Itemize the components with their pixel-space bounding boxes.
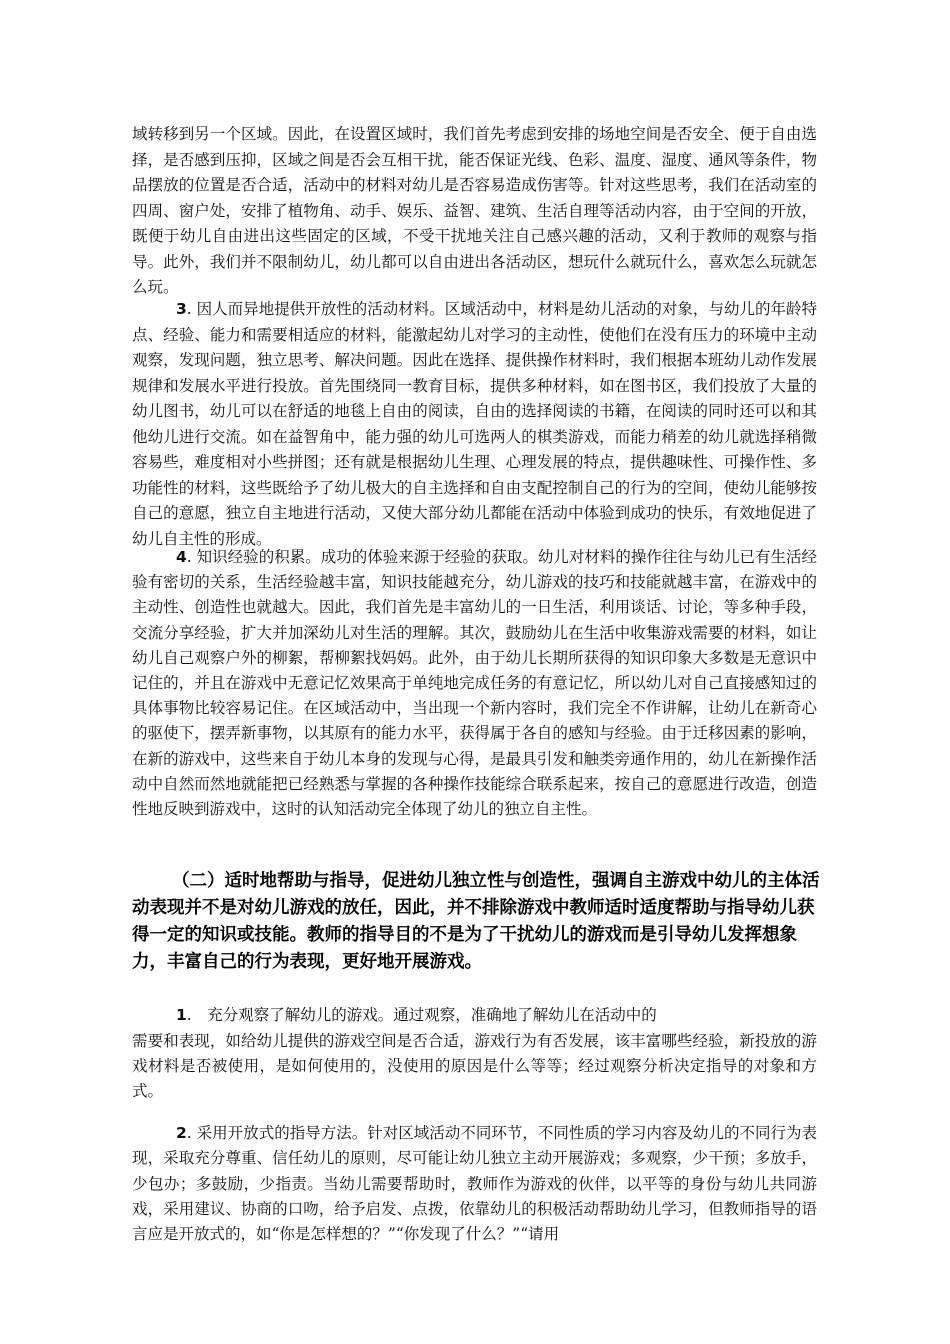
section-heading-guidance: （二）适时地帮助与指导，促进幼儿独立性与创造性，强调自主游戏中幼儿的主体活动表现并不是对幼儿游戏的放任，因此，并不排除游戏中教师适时适度帮助与指导幼儿获得一定的知识或技能。教师的指导目的不是为了干扰幼儿的游戏而是引导幼儿发挥想象力，丰富自己的行为表现，更好地开展游戏。 bbox=[132, 871, 820, 972]
paragraph-number: 1 bbox=[176, 1006, 187, 1024]
paragraph-number: 4 bbox=[176, 548, 187, 566]
paragraph-number: 2 bbox=[176, 1124, 187, 1142]
paragraph-observation-rest: 需要和表现，如给幼儿提供的游戏空间是否合适，游戏行为有否发展，该丰富哪些经验，新投放的游戏材料是否被使用，是如何使用的，没使用的原因是什么等等；经过观察分析决定指导的对象和方式。 bbox=[132, 1032, 817, 1100]
paragraph-observation-first-line bbox=[176, 1003, 816, 1028]
paragraph-open-guidance bbox=[132, 1121, 817, 1247]
paragraph-body: . 因人而异地提供开放性的活动材料。区域活动中，材料是幼儿活动的对象，与幼儿的年龄特点、经验、能力和需要相适应的材料，能激起幼儿对学习的主动性，使他们在没有压力的环境中主动观察，发现问题，独立思考、解决问题。因此在选择、提供操作材料时，我们根据本班幼儿动作发展规律和发展水平进行投放。首先围绕同一教育目标，提供多种材料，如在图书区，我们投放了大量的幼儿图书，幼儿可以在舒适的地毯上自由的阅读，自由的选择阅读的书籍，在阅读的同时还可以和其他幼儿进行交流。如在益智角中，能力强的幼儿可选两人的棋类游戏，而能力稍差的幼儿就选择稍微容易些，难度相对小些拼图；还有就是根据幼儿生理、心理发展的特点，提供趣味性、可操作性、多功能性的材料，这些既给予了幼儿极大的自主选择和自由支配控制自己的行为的空间，使幼儿能够按自己的意愿，独立自主地进行活动，又使大部分幼儿都能在活动中体验到成功的快乐，有效地促进了幼儿自主性的形成。 bbox=[132, 300, 817, 548]
paragraph-area-setup: 域转移到另一个区域。因此，在设置区域时，我们首先考虑到安排的场地空间是否安全、便于自由选择，是否感到压抑，区域之间是否会互相干扰，能否保证光线、色彩、温度、湿度、通风等条件，物品摆放的位置是否合适，活动中的材料对幼儿是否容易造成伤害等。针对这些思考，我们在活动室的四周、窗户处，安排了植物角、动手、娱乐、益智、建筑、生活自理等活动内容，由于空间的开放，既便于幼儿自由进出这些固定的区域，不受干扰地关注自己感兴趣的活动，又利于教师的观察与指导。此外，我们并不限制幼儿，幼儿都可以自由进出各活动区，想玩什么就玩什么，喜欢怎么玩就怎么玩。 bbox=[132, 125, 817, 296]
paragraph-body: . 充分观察了解幼儿的游戏。通过观察，准确地了解幼儿在活动中的 bbox=[186, 1006, 657, 1024]
paragraph-body: . 知识经验的积累。成功的体验来源于经验的获取。幼儿对材料的操作往往与幼儿已有生活经验有密切的关系，生活经验越丰富，知识技能越充分，幼儿游戏的技巧和技能就越丰富，在游戏中的主动性、创造性也就越大。因此，我们首先是丰富幼儿的一日生活，利用谈话、讨论，等多种手段，交流分享经验，扩大并加深幼儿对生活的理解。其次，鼓励幼儿在生活中收集游戏需要的材料，如让幼儿自己观察户外的柳絮，帮柳絮找妈妈。此外，由于幼儿长期所获得的知识印象大多数是无意识中记住的，并且在游戏中无意记忆效果高于单纯地完成任务的有意记忆，所以幼儿对自己直接感知过的具体事物比较容易记住。在区域活动中，当出现一个新内容时，我们完全不作讲解，让幼儿在新奇心的驱使下，摆弄新事物，以其原有的能力水平，获得属于各自的感知与经验。由于迁移因素的影响，在新的游戏中，这些来自于幼儿本身的发现与心得，是最具引发和触类旁通作用的，幼儿在新操作活动中自然而然地就能把已经熟悉与掌握的各种操作技能综合联系起来，按自己的意愿进行改造，创造性地反映到游戏中，这时的认知活动完全体现了幼儿的独立自主性。 bbox=[132, 548, 817, 819]
paragraph-body: . 采用开放式的指导方法。针对区域活动不同环节，不同性质的学习内容及幼儿的不同行为表现，采取充分尊重、信任幼儿的原则，尽可能让幼儿独立主动开展游戏；多观察，少干预；多放手，少包办；多鼓励，少指责。当幼儿需要帮助时，教师作为游戏的伙伴，以平等的身份与幼儿共同游戏，采用建议、协商的口吻，给予启发、点拨，依靠幼儿的积极活动帮助幼儿学习，但教师指导的语言应是开放式的，如“你是怎样想的？”“你发现了什么？”“请用 bbox=[132, 1124, 817, 1244]
paragraph-open-materials bbox=[132, 297, 817, 552]
paragraph-number: 3 bbox=[176, 300, 187, 318]
paragraph-knowledge-experience bbox=[132, 545, 817, 822]
